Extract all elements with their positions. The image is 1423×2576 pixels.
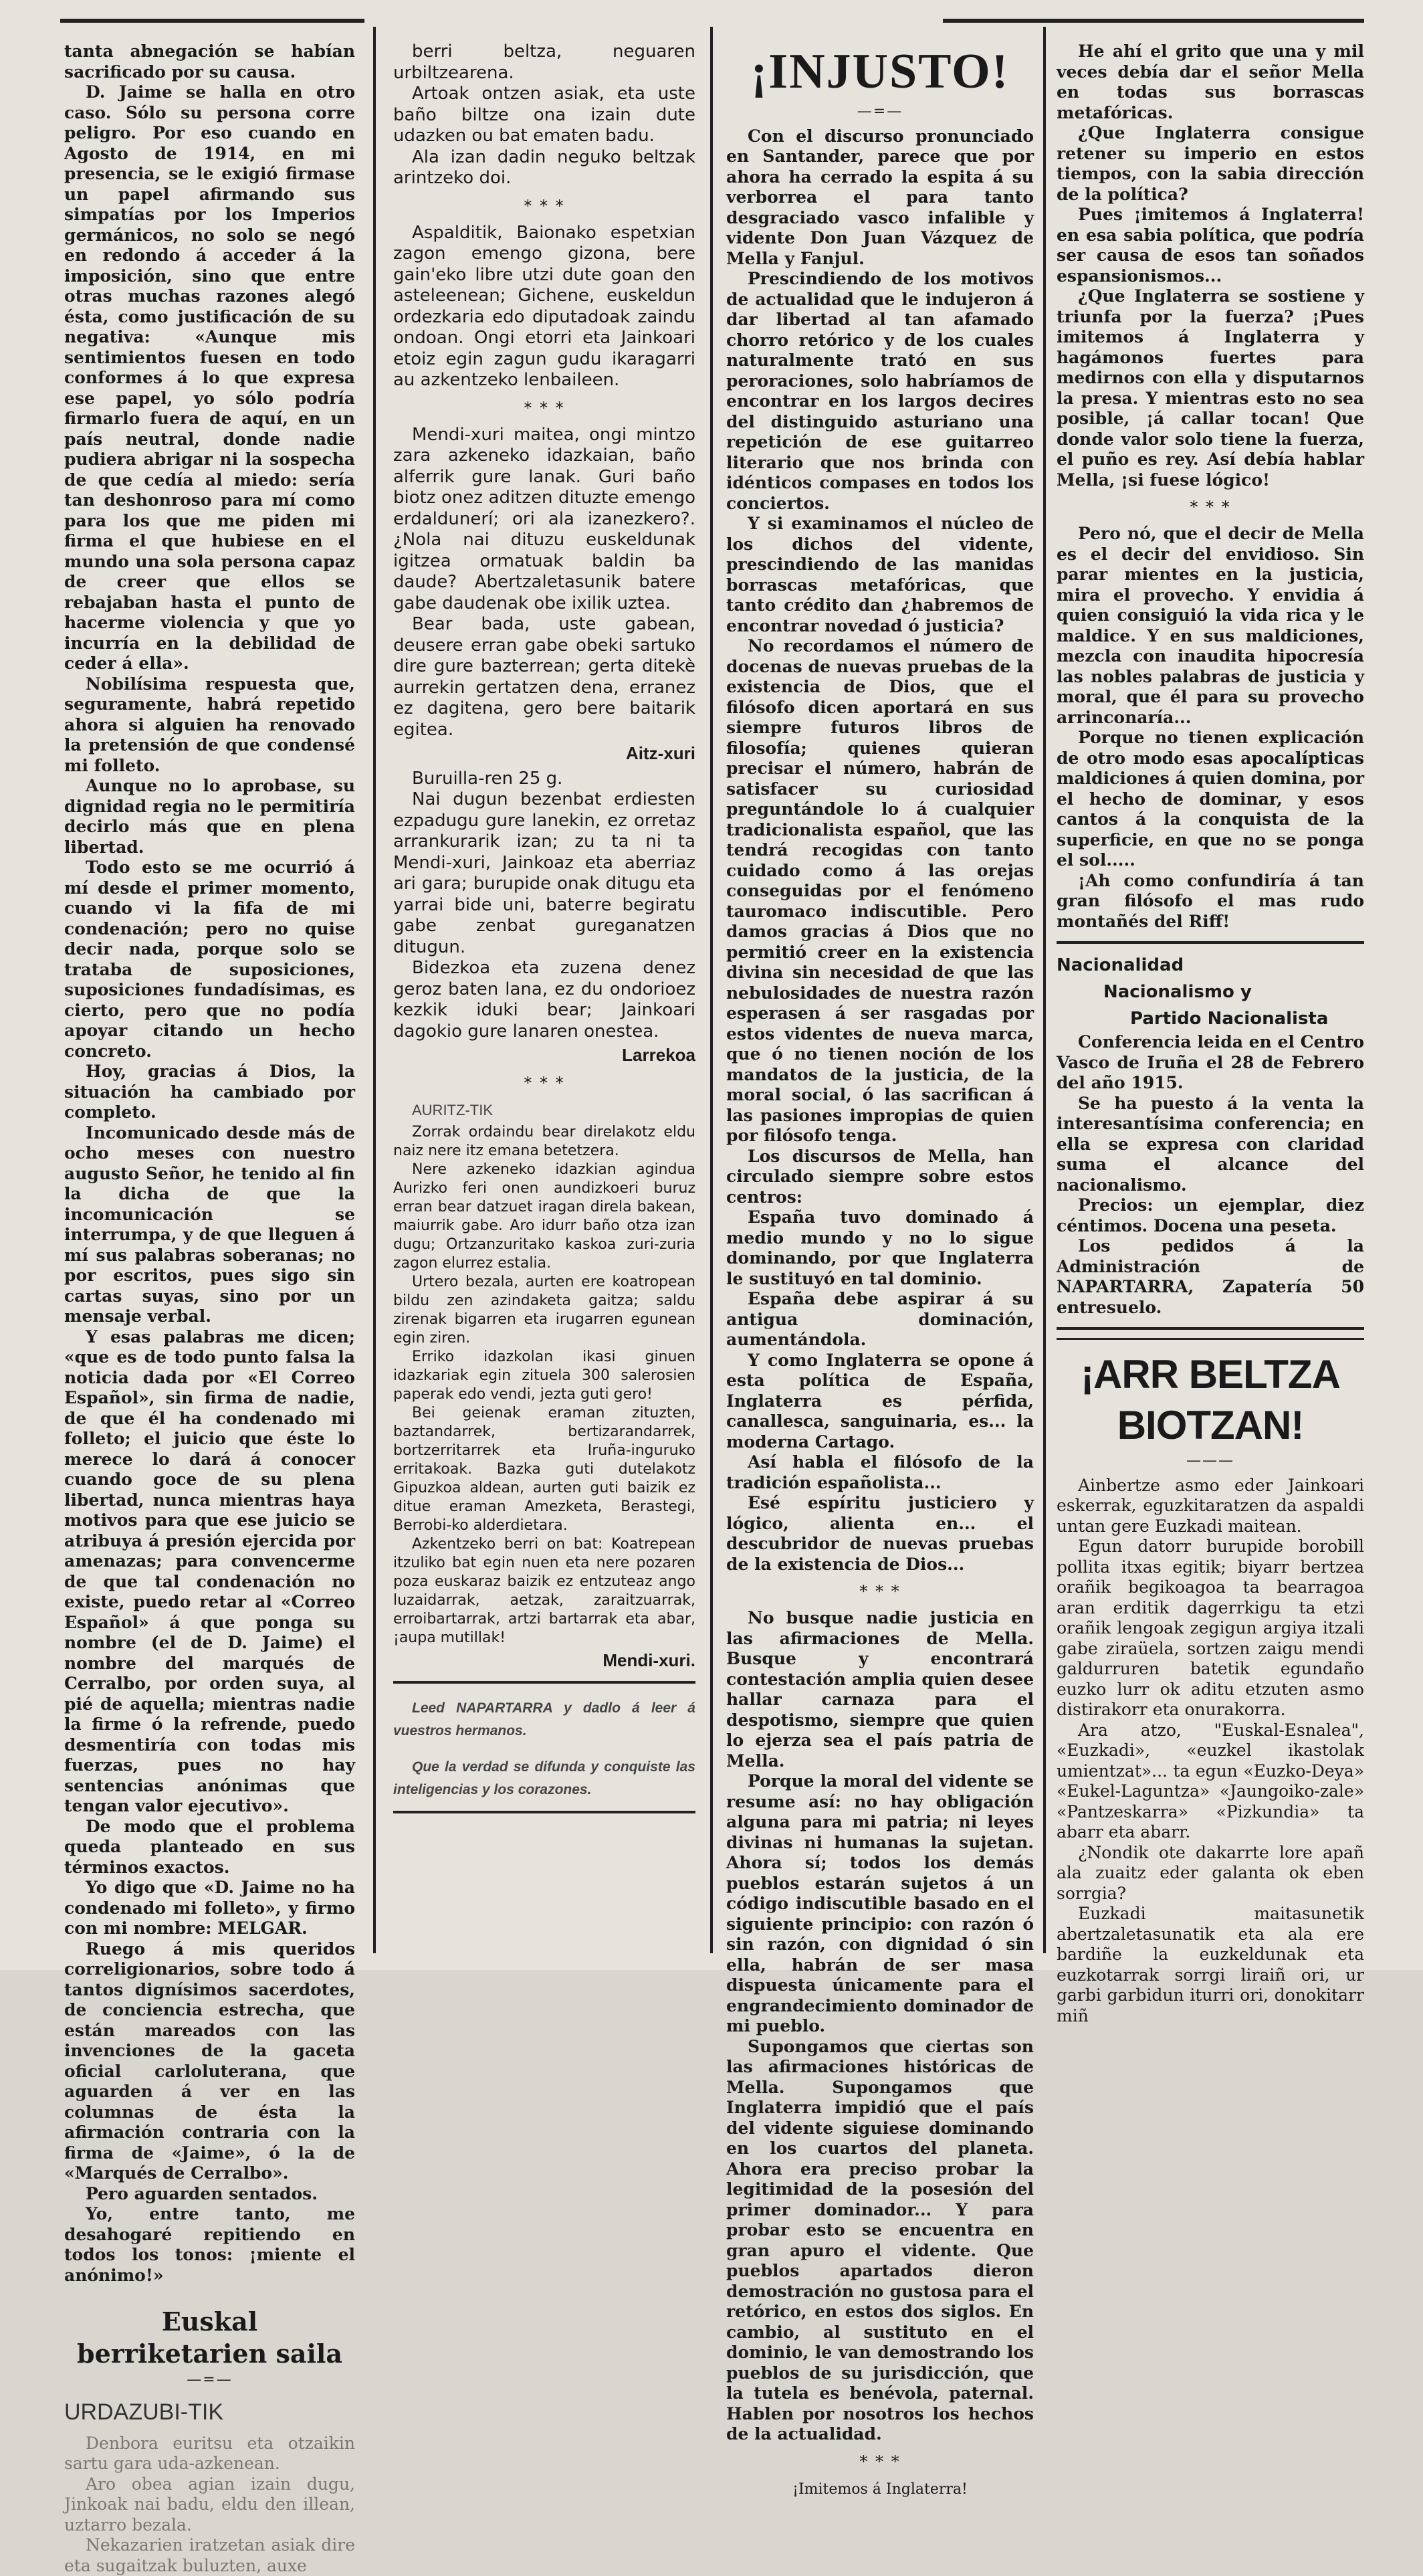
- paragraph: Yo digo que «D. Jaime no ha condenado mi folleto», y firmo con mi nombre: MELGAR.: [64, 1878, 355, 1938]
- paragraph: Bear bada, uste gabean, deusere erran gabe obeki sartuko dire gure bazterrean; gerta ditekè aurrekin gertatzen dena, erranez ez dagitena, gero bere baitarik egitea.: [393, 614, 695, 740]
- top-rule-left: [60, 19, 364, 23]
- column-3: [726, 41, 1034, 2498]
- paragraph: Aunque no lo aprobase, su dignidad regia no le permitiría decirlo más que en plena libertad.: [64, 776, 355, 857]
- paragraph: Artoak ontzen asiak, eta uste baño biltze ona izain dute udazken ou bat ematen badu.: [393, 84, 695, 146]
- paragraph: Bidezkoa eta zuzena denez geroz baten lana, ez du ondorioez kezkik iduki bear; Jainkoari dagokio gure lanaren onestea.: [393, 958, 695, 1042]
- divider: [393, 1811, 695, 1813]
- paragraph: Azkentzeko berri on bat: Koatrepean itzuliko bat egin nuen eta nere pozaren poza euskaraz baizik ez entzuteaz ango luzaidarrak, aetzak, zaraitzuarrak, erroibartarrak, artzi bartarrak eta abar, ¡aupa mutillak!: [393, 1536, 695, 1646]
- paragraph: Conferencia leida en el Centro Vasco de Iruña el 28 de Febrero del año 1915.: [1057, 1032, 1364, 1092]
- advert-heading-line: Partido Nacionalista: [1130, 1009, 1329, 1029]
- column-rule-1: [373, 27, 376, 1953]
- signature: Larrekoa: [622, 1045, 695, 1065]
- advert-heading: [1057, 952, 1364, 1032]
- separator-asterism: * * *: [524, 1073, 565, 1092]
- paragraph: Aspalditik, Baionako espetxian zagon emengo gizona, bere gain'eko libre utzi dute goan den asteleenean; Gichene, euskeldun ordezkaria edo diputadoak zaindu ondoan. Ongi etorri eta Jainkoari etoiz egin zagun gudu ikaragarri au azkentzeko lenbaileen.: [393, 222, 695, 390]
- top-rule-right: [943, 19, 1364, 23]
- section-subheading: URDAZUBI-TIK: [64, 2399, 223, 2425]
- paragraph: Hoy, gracias á Dios, la situación ha cambiado por completo.: [64, 1062, 355, 1122]
- paragraph: Con el discurso pronunciado en Santander, parece que por ahora ha cerrado la espita á su verborrea el para tanto desgraciado vasco infalible y vidente Don Juan Vázquez de Mella y Fanjul.: [726, 126, 1034, 268]
- paragraph: España tuvo dominado á medio mundo y no lo sigue dominando, por que Inglaterra le sustituyó en tal dominio.: [726, 1207, 1034, 1288]
- paragraph: berri beltza, neguaren urbiltzearena.: [393, 41, 695, 83]
- paragraph: Incomunicado desde más de ocho meses con nuestro augusto Señor, he tenido al fin la dicha de que la incomunicación se interrumpa, y de que lleguen á mí sus palabras soberanas; no por escritos, pues sigo sin cartas suyas, sino por un mensaje verbal.: [64, 1122, 355, 1326]
- paragraph: Precios: un ejemplar, diez céntimos. Docena una peseta.: [1057, 1195, 1364, 1235]
- paragraph: Porque no tienen explicación de otro modo esas apocalípticas maldiciones á quien domina, por el hecho de dominar, y esos cantos á la conquista de la superficie, en que no se ponga el sol.....: [1057, 728, 1364, 870]
- paragraph: Y si examinamos el núcleo de los dichos del vidente, prescindiendo de las manidas borrascas metafóricas, que tanto crédito dan ¿habremos de encontrar novedad ó justicia?: [726, 514, 1034, 635]
- paragraph: Nere azkeneko idazkian agindua Aurizko feri onen aundizkoeri buruz erran bear datzuet iragan direla bakean, maiurrik gabe. Aro idurr baño otza izan dugu; Ortzanzuritako kaskoa zuri-zuria zagon elurrez estalia.: [393, 1161, 695, 1272]
- paragraph: Aro obea agian izain dugu, Jinkoak nai badu, eldu den illean, uztarro bezala.: [64, 2474, 355, 2535]
- paragraph: Ainbertze asmo eder Jainkoari eskerrak, eguzkitaratzen da aspaldi untan gere Euzkadi maitean.: [1057, 1475, 1364, 1536]
- closing-line: ¡Imitemos á Inglaterra!: [792, 2480, 968, 2498]
- paragraph: ¿Que Inglaterra se sostiene y triunfa por la fuerza? ¡Pues imitemos á Inglaterra y hagámonos fuertes para medirnos con ella y disputarnos la presa. Y mientras esto no sea posible, ¡á callar tocan! Que donde valor solo tiene la fuerza, el puño es rey. Así debía hablar Mella, ¡si fuese lógico!: [1057, 286, 1364, 490]
- signature: Mendi-xuri.: [603, 1650, 695, 1670]
- paragraph: Nai dugun bezenbat erdiesten ezpadugu gure lanekin, ez orretaz arrankurarik izan; zu ta ni ta Mendi-xuri, Jainkoaz eta aberriaz ari gara; burupide onak ditugu eta yarrai bide uni, bateгre begiratu gabe zenbat gureganatzen ditugun.: [393, 789, 695, 957]
- paragraph: Yo, entre tanto, me desahogaré repitiendo en todos los tonos: ¡miente el anónimo!»: [64, 2204, 355, 2285]
- promo-text: Que la verdad se difunda y conquiste las inteligencias y los corazones.: [393, 1759, 695, 1797]
- paragraph: He ahí el grito que una y mil veces debía dar el señor Mella en todas sus borrascas metafóricas.: [1057, 41, 1364, 122]
- paragraph: Euzkadi maitasunetik abertzaletasunatik eta ala ere bardiñe la euzkeldunak eta euzkotarrak sorrgi liraiñ ori, ur garbi garbidun iturri ori, donokitarr miñ: [1057, 1904, 1364, 2025]
- paragraph: Porque la moral del vidente se resume así: no hay obligación alguna para mi patria; ni leyes divinas ni humanas la sujetan. Ahora sí; todos los demás pueblos estarán sujetos á un código indiscutible basado en el siguiente principio: con razón ó sin razón, con dignidad ó sin ella, habrán de ser masa dispuesta únicamente para el engrandecimiento dominador de mi pueblo.: [726, 1771, 1034, 2036]
- paragraph: No recordamos el número de docenas de nuevas pruebas de la existencia de Dios, que el filósofo dicen aportará en sus siempre futuros libros de filosofía; quienes quieran precisar el número, habrán de satisfacer su curiosidad preguntándole lo á cualquier tradicionalista español, que las tendrá recogidas con tanto cuidado como á las orejas conseguidas por el fenómeno tauromaco indiscutible. Pero damos gracias á Dios que no permitió creer en la existencia divina sin necesidad de que las nebulosidades de nuestra razón esperasen á ser rasgadas por estos videntes de nueva marca, que ó no tienen noción de los mandatos de la justicia, de la moral social, ó las sacrifican á las pasiones impropias de quien por filósofo tenga.: [726, 636, 1034, 1145]
- paragraph: Prescindiendo de los motivos de actualidad que le indujeron á dar libertad al tan afamado chorro retórico y de los cuales naturalmente trató en sus peroraciones, solo habríamos de encontrar en los largos decires del distinguido asturiano una repetición de ese guitarreo literario que nos brinda con idénticos compases en todos los conciertos.: [726, 269, 1034, 513]
- paragraph: D. Jaime se halla en otro caso. Sólo su persona corre peligro. Por eso cuando en Agosto de 1914, en mi presencia, se le exigió firmase un papel afirmando sus simpatías por los Imperios germánicos, no solo se negó en redondo á acceder á la imposición, sino que entre otras muchas razones alegó ésta, como justificación de su negativa: «Aunque mis sentimientos fuesen en todo conformes á lo que expresa ese papel, yo sólo podría firmarlo fuera de aquí, en un país neutral, donde nadie pudiera abrigar ni la sospecha de que cedía al miedo: sería tan deshonroso para mí como para los que me piden mi firma el que hubiese en el mundo una sola persona capaz de creer que ellos se rebajaban hasta el punto de hacerme violencia y que yo incurría en la debilidad de ceder á ella».: [64, 82, 355, 673]
- column-4: [1057, 41, 1364, 2025]
- signature: Aitz-xuri: [626, 743, 695, 763]
- paragraph: Y esas palabras me dicen; «que es de todo punto falsa la noticia dada por «El Correo Español», sin firma de nadie, de que él ha condenado mi folleto; el juicio que éste lo merece lo dará á conocer cuando goce de su plena libertad, nunca mientras haya motivos para que ese juicio se atribuya á presión ejercida por amenazas; para convencerme de que tal condenación no existe, puedo retar al «Correo Español» á que ponga su nombre (el de D. Jaime) el nombre del marqués de Cerralbo, por orden suya, al pié de aquella; mientras nadie la firme ó la refrende, puedo desmentiría con todas mis fuerzas, pues no hay sentencias anónimas que tengan valor ejecutivo».: [64, 1326, 355, 1815]
- paragraph: Y como Inglaterra se opone á esta política de España, Inglaterra es pérfida, canallesca, sanguinaria, es... la moderna Cartago.: [726, 1350, 1034, 1452]
- article-title: ¡INJUSTO!: [750, 44, 1010, 99]
- paragraph: Esé espíritu justiciero y lógico, alienta en... el descubridor de nuevas pruebas de la existencia de Dios...: [726, 1493, 1034, 1574]
- section-title: Euskal berriketarien saila: [77, 2306, 342, 2369]
- paragraph: Pues ¡imitemos á Inglaterra! en esa sabia política, que podría ser causa de esos tan soñados espansionismos...: [1057, 205, 1364, 286]
- divider: [393, 1681, 695, 1684]
- separator-asterism: * * *: [859, 2452, 901, 2471]
- paragraph: Egun datorr burupide borobill pollita itxas egitik; biyarr bertzea orañik begikoagoa ta bearragoa aran erditik dagerrkigu ta etzi orañik lengoak zegigun argiya itzali gabe ziraüela, sortzen zaigu mendi galdurruren batetik egundaño euzko lurr ok aditu etzuten asmo distirakorr eta onurakorra.: [1057, 1537, 1364, 1719]
- separator-asterism: * * *: [1190, 498, 1231, 516]
- paragraph: ¿Nondik ote dakarrte lore apañ ala zuaitz eder galanta ok eben sorrgia?: [1057, 1842, 1364, 1903]
- paragraph: tanta abnegación se habían sacrificado por su causa.: [64, 41, 355, 82]
- paragraph: Ara atzo, "Euskal-Esnalea", «Euzkadi», «euzkel ikastolak umientzat»... ta egun «Euzko-Deya» «Eukel-Laguntza» «Jaungoiko-zale» «Pantzeskarra» «Pizkundia» ta abarr eta abarr.: [1057, 1720, 1364, 1842]
- divider: [1057, 1327, 1364, 1330]
- title-separator: ———: [1186, 1452, 1234, 1469]
- paragraph: Zorrak ordaindu bear direlakotz eldu naiz nere itz emana betetzera.: [393, 1124, 695, 1159]
- paragraph: ¡Ah como confundiría á tan gran filósofo el mas rudo montañés del Riff!: [1057, 870, 1364, 931]
- paragraph: Urtero bezala, aurten ere koatropean bildu zen azindaketa gaitza; saldu zirenak bigarren eta irugarren egunean egin ziren.: [393, 1274, 695, 1347]
- paragraph: Bei geienak eraman zituzten, baztandarrek, bertizarandarrek, bortzerritarrek eta Iruña-inguruko erritakoak. Bazka guti dutelakotz Gipuzkoa aldean, aurten guti baizik ez ditue eraman Amezketa, Berastegi, Berrobi-ko alderdietara.: [393, 1405, 695, 1534]
- paragraph: Erriko idazkolan ikasi ginuen idazkariak egin zituela 300 salerosien paperak edo vendi, jezta guti gero!: [393, 1349, 695, 1403]
- advert-heading-line: Nacionalismo y: [1103, 982, 1252, 1002]
- column-2: [393, 41, 695, 1955]
- promo-text: Leed NAPARTARRA y dadlo á leer á vuestros hermanos.: [393, 1700, 695, 1739]
- divider: [1057, 1338, 1364, 1340]
- paragraph: Mendi-xuri maitea, ongi mintzo zara azkeneko idazkaian, baño alferrik gure lanak. Guri baño biotz onez aditzen dituzte emengo erdaldunerí; ori ala izanezkero?. ¿Nola nai dituzu euskeldunak igitzea ormatuak baldin ba daude? Abertzaletasunik batere gabe daudenak obe ixilik uztea.: [393, 424, 695, 613]
- paragraph: Nobilísima respuesta que, seguramente, habrá repetido ahora si alguien ha renovado la pretensión de que condensé mi folleto.: [64, 674, 355, 775]
- paragraph: Supongamos que ciertas son las afirmaciones históricas de Mella. Supongamos que Inglaterra impidió que el país del vidente siguiese dominando en los cuartos del planeta. Ahora era preciso probar la legitimidad de la posesión del primer dominador... Y para probar esto se encuentra en gran apuro el vidente. Que pueblos apartados dieron demostración no gustosa para el retórico, en estos dos siglos. En cambio, al sustituto en el dominio, le van demostrando los pueblos de su jurisdicción, que la tutela es benévola, paternal. Hablen por nosotros los hechos de la actualidad.: [726, 2036, 1034, 2444]
- paragraph: España debe aspirar á su antigua dominación, aumentándola.: [726, 1289, 1034, 1349]
- separator-asterism: * * *: [524, 196, 565, 215]
- column-rule-2: [710, 27, 713, 1953]
- paragraph: Los discursos de Mella, han circulado siempre sobre estos centros:: [726, 1146, 1034, 1207]
- advert-heading-line: Nacionalidad: [1057, 955, 1184, 975]
- paragraph: Se ha puesto á la venta la interesantísima conferencia; en ella se expresa con claridad suma el alcance del nacionalismo.: [1057, 1093, 1364, 1195]
- paragraph: De modo que el problema queda planteado en sus términos exactos.: [64, 1816, 355, 1877]
- paragraph: Pero aguarden sentados.: [86, 2183, 318, 2203]
- column-1: [64, 41, 355, 2575]
- section-subheading: AURITZ-TIK: [412, 1101, 493, 1118]
- paragraph: Los pedidos á la Administración de NAPARTARRA, Zapatería 50 entresuelo.: [1057, 1236, 1364, 1317]
- paragraph: Denbora euritsu eta otzaikin sartu gara uda-azkenean.: [64, 2433, 355, 2473]
- article-title: ¡ARR BELTZA BIOTZAN!: [1081, 1352, 1340, 1448]
- dateline: Buruilla-ren 25 g.: [412, 768, 563, 789]
- paragraph: Todo esto se me ocurrió á mí desde el primer momento, cuando vi la fifa de mi condenación; pero no quise decir nada, porque solo se trataba de suposiciones, suposiciones fundadísimas, es cierto, pero que no podía apoyar citando un hecho concreto.: [64, 858, 355, 1061]
- paragraph: Ala izan dadin neguko beltzak arintzeko doi.: [393, 146, 695, 188]
- separator-asterism: * * *: [524, 398, 565, 417]
- paragraph: ¿Que Inglaterra consigue retener su imperio en estos tiempos, con la sabia dirección de la política?: [1057, 123, 1364, 204]
- section-separator: —=—: [187, 2371, 233, 2388]
- divider: [1057, 941, 1364, 944]
- paragraph: Pero nó, que el decir de Mella es el decir del envidioso. Sin parar mientes en la justicia, mira el provecho. Y envidia á quien consiguió la vida rica y le maldice. Y en sus maldiciones, mezcla con inaudita hipocresía las nobles palabras de justicia y moral, que él para su provecho arrinconaría...: [1057, 524, 1364, 727]
- column-rule-3: [1043, 27, 1046, 1953]
- paragraph: Así habla el filósofo de la tradición españolista...: [726, 1452, 1034, 1492]
- title-separator: —=—: [857, 103, 903, 120]
- separator-asterism: * * *: [859, 1582, 901, 1601]
- paragraph: No busque nadie justicia en las afirmaciones de Mella. Busque y encontrará contestación amplia quien desee hallar carnaza para el despotismo, siempre que quien lo ejerza sea el país patria de Mella.: [726, 1608, 1034, 1771]
- paragraph: Nekazarien iratzetan asiak dire eta sugaitzak buluzten, auxe: [64, 2535, 355, 2575]
- paragraph: Ruego á mis queridos correligionarios, sobre todo á tantos dignísimos sacerdotes, de conciencia estrecha, que están mareados con las invenciones de la gaceta oficial carloluterana, que aguarden á ver en las columnas de ésta la afirmación contraria con la firma de «Jaime», ó la de «Marqués de Cerralbo».: [64, 1939, 355, 2183]
